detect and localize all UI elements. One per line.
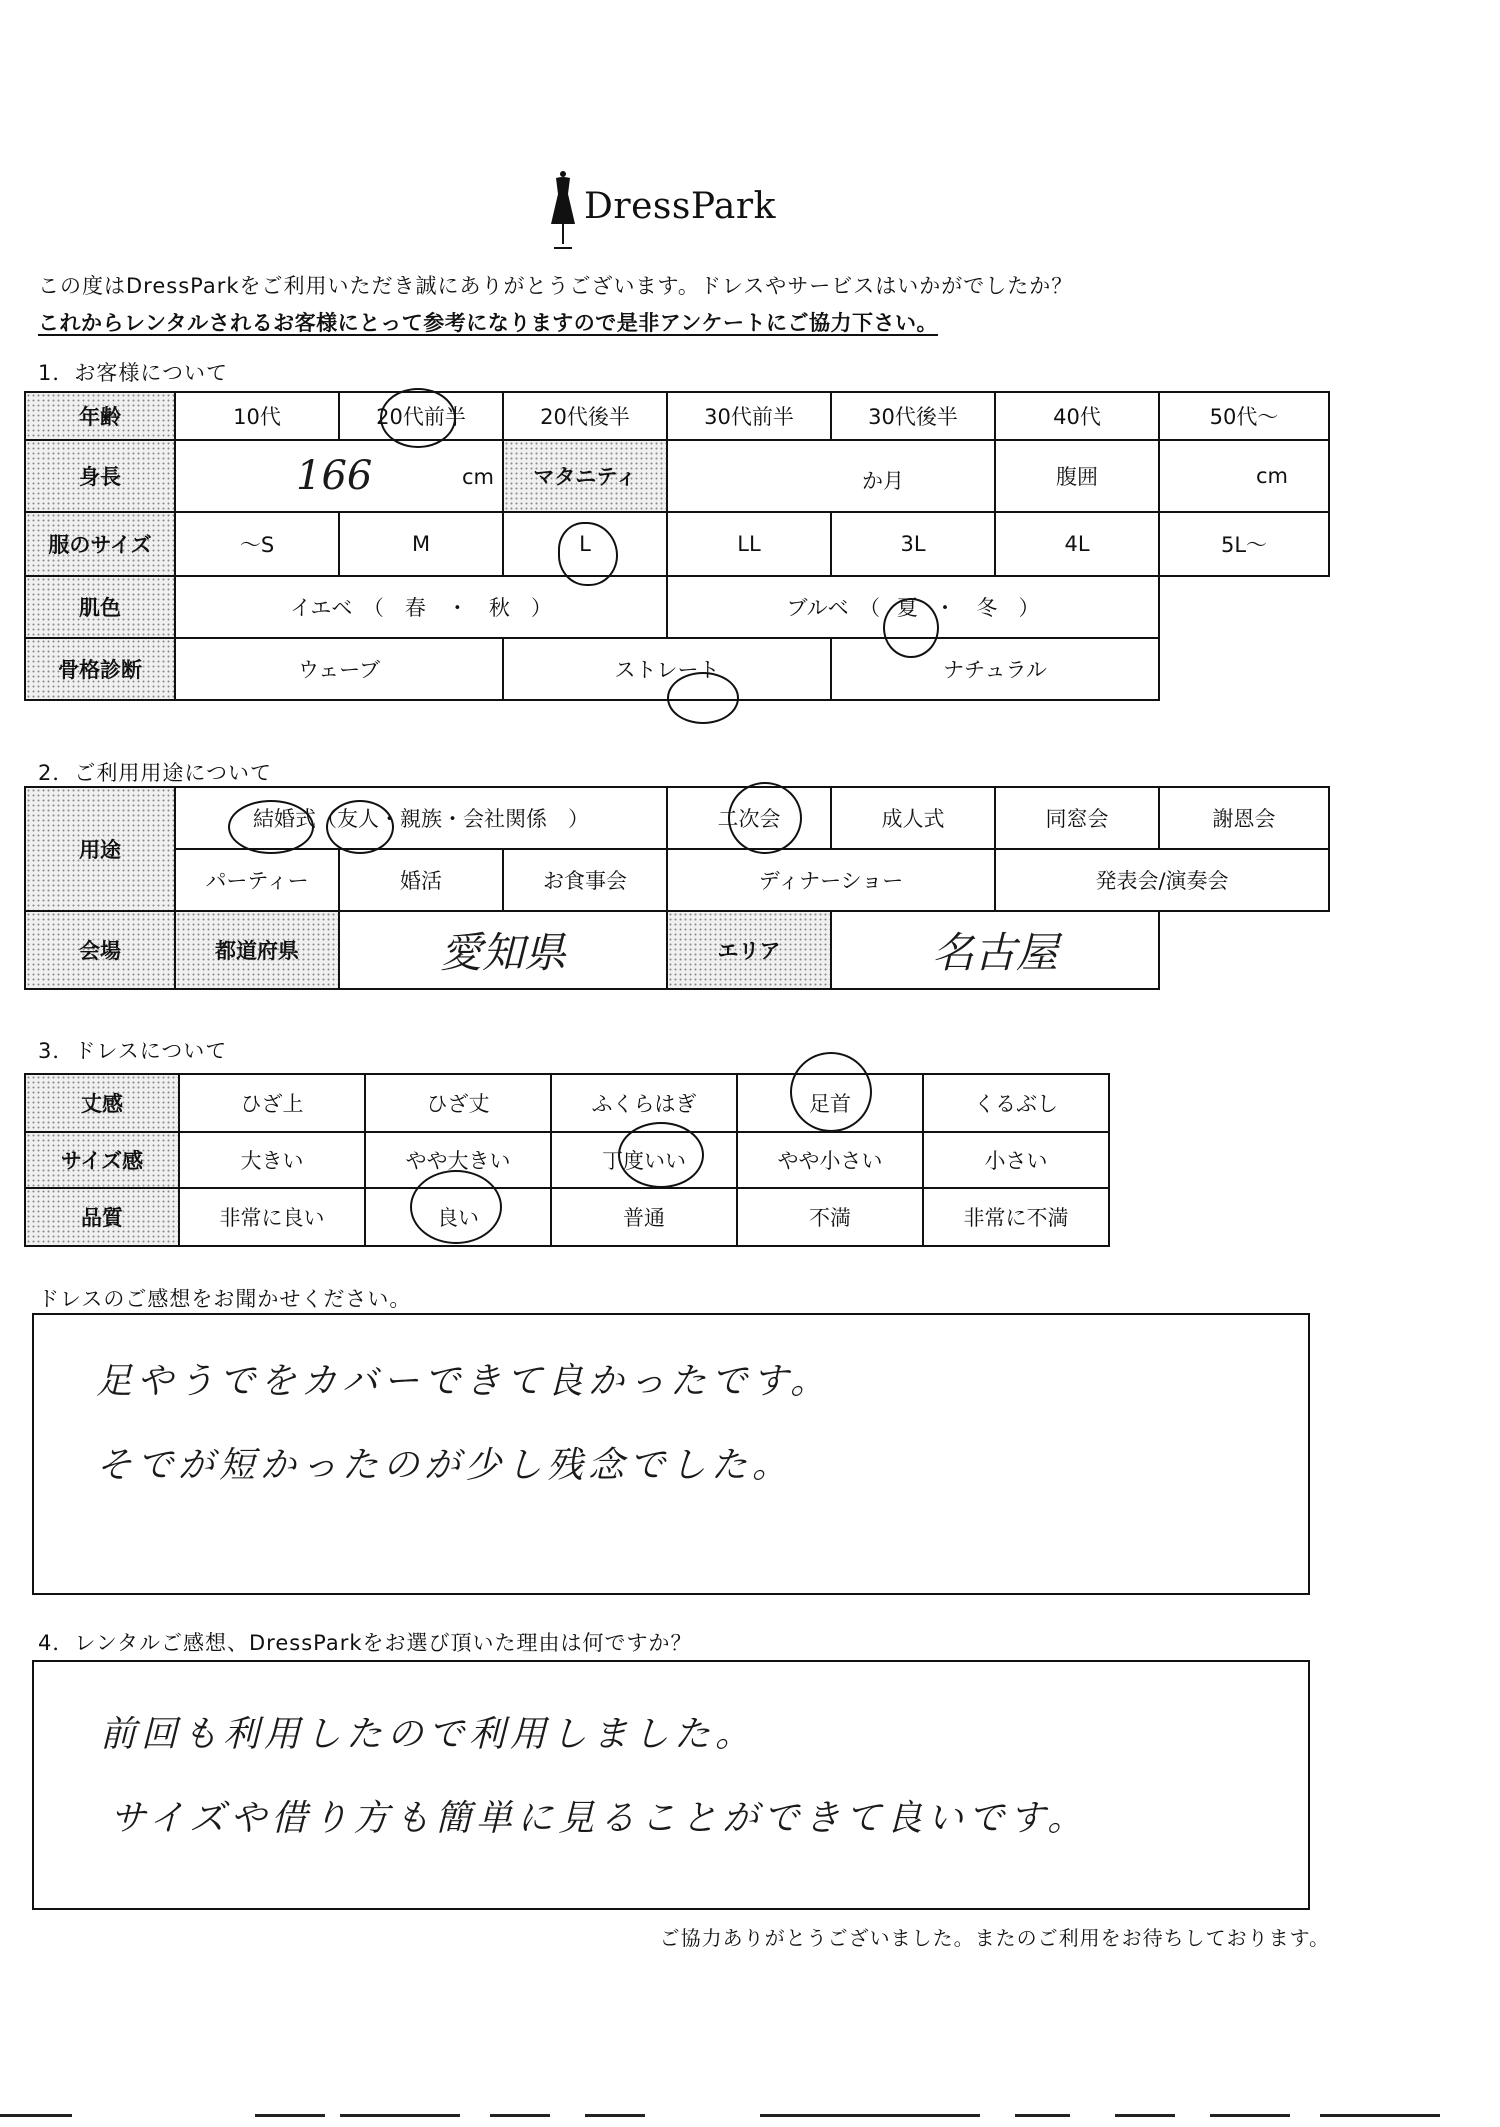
purpose-option[interactable]: ディナーショー xyxy=(667,849,995,911)
reason-box[interactable] xyxy=(32,1660,1310,1910)
section-2-title: 2．ご利用用途について xyxy=(38,761,272,785)
dress-form-icon xyxy=(548,168,578,252)
comments-box[interactable] xyxy=(32,1313,1310,1595)
venue-label: 会場 xyxy=(25,911,175,989)
length-option[interactable]: ふくらはぎ xyxy=(551,1074,737,1132)
age-option[interactable]: 50代〜 xyxy=(1159,392,1329,440)
height-row xyxy=(25,440,1329,512)
size-option[interactable]: 5L〜 xyxy=(1159,512,1329,576)
brand-logo xyxy=(548,168,788,258)
height-field[interactable] xyxy=(175,440,503,512)
area-label: エリア xyxy=(667,911,831,989)
purpose-option[interactable]: 謝恩会 xyxy=(1159,787,1329,849)
area-field[interactable]: 名古屋 xyxy=(831,911,1159,989)
maternity-label: マタニティ xyxy=(503,440,667,512)
closing-message: ご協力ありがとうございました。またのご利用をお待ちしております。 xyxy=(659,1926,1330,1950)
purpose-row-1 xyxy=(25,787,1329,849)
fit-option-selected[interactable]: 丁度いい xyxy=(551,1132,737,1188)
length-row xyxy=(25,1074,1109,1132)
scan-mark xyxy=(1015,2114,1070,2117)
length-label: 丈感 xyxy=(25,1074,179,1132)
quality-option-selected[interactable]: 良い xyxy=(365,1188,551,1246)
intro-request: これからレンタルされるお客様にとって参考になりますので是非アンケートにご協力下さい。 xyxy=(38,311,938,335)
customer-table xyxy=(24,391,1330,701)
belly-label: 腹囲 xyxy=(995,440,1159,512)
size-option[interactable]: 〜S xyxy=(175,512,339,576)
venue-row xyxy=(25,911,1329,989)
height-value: 166 xyxy=(296,453,373,499)
blue-base-prefix: ブルベ （ xyxy=(786,596,881,620)
quality-option[interactable]: 非常に良い xyxy=(179,1188,365,1246)
length-option[interactable]: ひざ丈 xyxy=(365,1074,551,1132)
skin-label: 肌色 xyxy=(25,576,175,638)
fit-option[interactable]: やや大きい xyxy=(365,1132,551,1188)
blank-cell xyxy=(1159,911,1329,989)
scan-mark xyxy=(1210,2114,1290,2117)
prefecture-label: 都道府県 xyxy=(175,911,339,989)
frame-option[interactable]: ウェーブ xyxy=(175,638,503,700)
purpose-row-2 xyxy=(25,849,1329,911)
blue-base-suffix: ・ 冬 ） xyxy=(934,596,1040,620)
months-unit: か月 xyxy=(862,469,904,493)
fit-option[interactable]: やや小さい xyxy=(737,1132,923,1188)
purpose-label: 用途 xyxy=(25,787,175,911)
frame-row xyxy=(25,638,1329,700)
prefecture-field[interactable]: 愛知県 xyxy=(339,911,667,989)
length-option[interactable]: ひざ上 xyxy=(179,1074,365,1132)
wedding-paren: （ xyxy=(316,807,338,831)
scan-mark xyxy=(585,2114,645,2117)
section-1-title: 1．お客様について xyxy=(38,361,228,385)
comments-prompt: ドレスのご感想をお聞かせください。 xyxy=(38,1287,412,1311)
size-label: 服のサイズ xyxy=(25,512,175,576)
age-option[interactable]: 10代 xyxy=(175,392,339,440)
skin-row xyxy=(25,576,1329,638)
frame-label: 骨格診断 xyxy=(25,638,175,700)
scan-mark xyxy=(490,2114,550,2117)
friend-option-selected[interactable]: 友人 xyxy=(337,807,380,831)
age-option[interactable]: 40代 xyxy=(995,392,1159,440)
yellow-base-option[interactable]: イエベ （ 春 ・ 秋 ） xyxy=(175,576,667,638)
height-label: 身長 xyxy=(25,440,175,512)
purpose-option[interactable]: 同窓会 xyxy=(995,787,1159,849)
purpose-option[interactable]: 成人式 xyxy=(831,787,995,849)
frame-option[interactable]: ナチュラル xyxy=(831,638,1159,700)
dress-table xyxy=(24,1073,1110,1247)
age-option[interactable]: 30代前半 xyxy=(667,392,831,440)
age-option-selected[interactable]: 20代前半 xyxy=(339,392,503,440)
scan-mark xyxy=(255,2114,325,2117)
brand-name: DressPark xyxy=(584,186,776,227)
age-label: 年齢 xyxy=(25,392,175,440)
quality-option[interactable]: 不満 xyxy=(737,1188,923,1246)
section-3-title: 3．ドレスについて xyxy=(38,1039,228,1063)
size-option[interactable]: 3L xyxy=(831,512,995,576)
belly-field[interactable]: cm xyxy=(1159,440,1329,512)
quality-row xyxy=(25,1188,1109,1246)
purpose-option[interactable]: パーティー xyxy=(175,849,339,911)
wedding-relations: ・親族・会社関係 ） xyxy=(379,807,590,831)
length-option-selected[interactable]: 足首 xyxy=(737,1074,923,1132)
afterparty-option-selected[interactable]: 二次会 xyxy=(667,787,831,849)
scan-mark xyxy=(0,2114,72,2117)
wedding-option-selected[interactable]: 結婚式 xyxy=(253,807,317,831)
age-option[interactable]: 30代後半 xyxy=(831,392,995,440)
purpose-option[interactable]: お食事会 xyxy=(503,849,667,911)
fit-label: サイズ感 xyxy=(25,1132,179,1188)
blue-base-option[interactable] xyxy=(667,576,1159,638)
blank-cell xyxy=(1159,638,1329,700)
usage-table xyxy=(24,786,1330,990)
size-row xyxy=(25,512,1329,576)
comment-line: そでが短かったのが少し残念でした。 xyxy=(96,1445,794,1486)
size-option[interactable]: LL xyxy=(667,512,831,576)
maternity-months-field[interactable] xyxy=(667,440,995,512)
section-4-title: 4．レンタルご感想、DressParkをお選び頂いた理由は何ですか？ xyxy=(38,1631,693,1655)
purpose-option[interactable]: 発表会/演奏会 xyxy=(995,849,1329,911)
height-unit: cm xyxy=(461,465,494,489)
scan-mark xyxy=(760,2114,980,2117)
fit-option[interactable]: 小さい xyxy=(923,1132,1109,1188)
intro-text: この度はDressParkをご利用いただき誠にありがとうございます。ドレスやサービスはいかがでしたか？ xyxy=(38,274,1074,298)
purpose-option[interactable]: 婚活 xyxy=(339,849,503,911)
size-option[interactable]: 4L xyxy=(995,512,1159,576)
scan-mark xyxy=(1320,2114,1440,2117)
comment-line: 足やうでをカバーできて良かったです。 xyxy=(96,1361,832,1402)
quality-option[interactable]: 普通 xyxy=(551,1188,737,1246)
fit-row xyxy=(25,1132,1109,1188)
wedding-option[interactable] xyxy=(175,787,667,849)
length-option[interactable]: くるぶし xyxy=(923,1074,1109,1132)
quality-option[interactable]: 非常に不満 xyxy=(923,1188,1109,1246)
size-option-selected[interactable]: L xyxy=(503,512,667,576)
age-row xyxy=(25,392,1329,440)
scan-mark xyxy=(340,2114,460,2117)
blank-cell xyxy=(1159,576,1329,638)
summer-option-selected[interactable]: 夏 xyxy=(896,596,918,620)
fit-option[interactable]: 大きい xyxy=(179,1132,365,1188)
age-option[interactable]: 20代後半 xyxy=(503,392,667,440)
frame-option-selected[interactable]: ストレート xyxy=(503,638,831,700)
quality-label: 品質 xyxy=(25,1188,179,1246)
reason-line: サイズや借り方も簡単に見ることができて良いです。 xyxy=(110,1798,1089,1839)
scan-mark xyxy=(1115,2114,1175,2117)
reason-line: 前回も利用したので利用しました。 xyxy=(100,1714,757,1755)
size-option[interactable]: M xyxy=(339,512,503,576)
